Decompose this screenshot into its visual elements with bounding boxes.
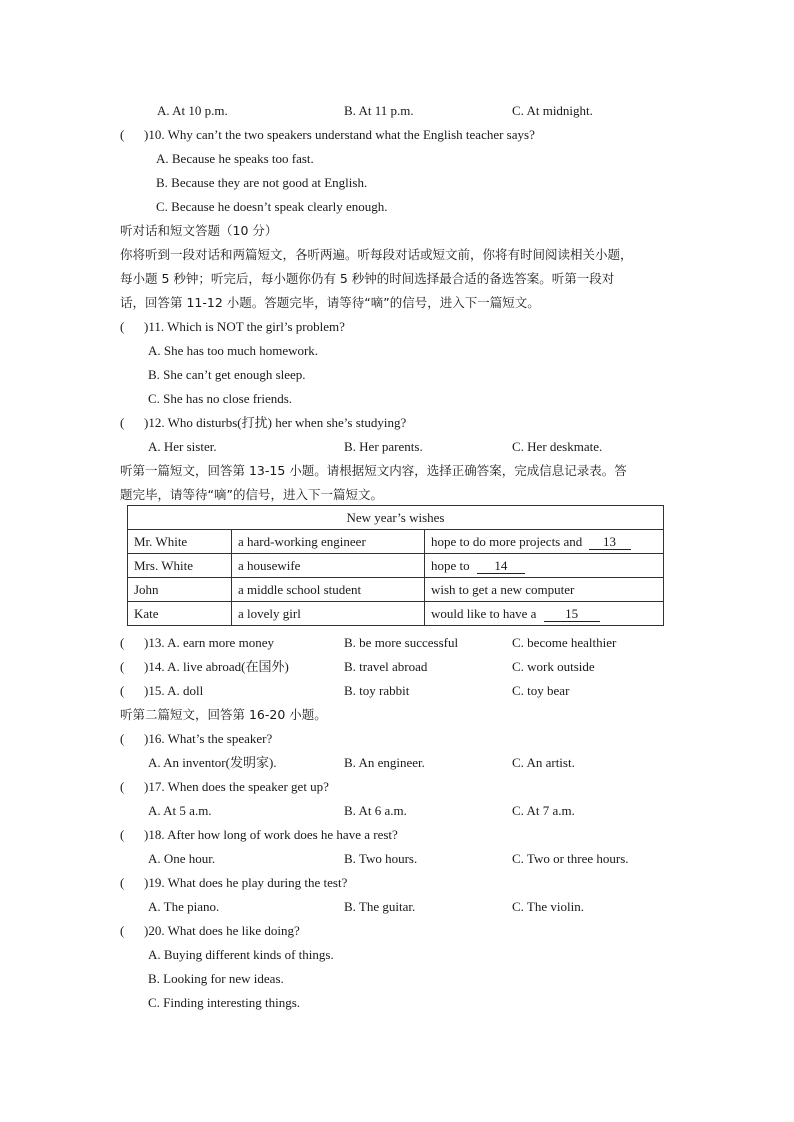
table-row <box>128 554 664 578</box>
q16-option-a: A. An inventor(发明家). <box>148 755 277 770</box>
q10-option-a: A. Because he speaks too fast. <box>156 151 314 166</box>
table-cell-wish <box>425 530 664 554</box>
q10-option-b: B. Because they are not good at English. <box>156 175 368 190</box>
q9-option-b: B. At 11 p.m. <box>344 103 414 118</box>
q16-option-c: C. An artist. <box>512 755 575 770</box>
q13-stem: )13. A. earn more money <box>144 635 274 650</box>
answer-blank-13[interactable]: 13 <box>589 535 631 550</box>
q11-paren: ( <box>120 319 125 334</box>
q17-option-b: B. At 6 a.m. <box>344 803 407 818</box>
q20-option-c: C. Finding interesting things. <box>148 995 301 1010</box>
q17-stem: )17. When does the speaker get up? <box>144 779 329 794</box>
q11-option-c: C. She has no close friends. <box>148 391 293 406</box>
table-row <box>128 578 664 602</box>
wish-text: would like to have a <box>431 605 537 621</box>
wishes-table <box>127 505 664 626</box>
passage2-instructions: 听第二篇短文，回答第 16-20 小题。 <box>120 707 327 722</box>
q9-option-c: C. At midnight. <box>512 103 593 118</box>
q15-option-b: B. toy rabbit <box>344 683 410 698</box>
table-row <box>128 602 664 626</box>
q11-option-b: B. She can’t get enough sleep. <box>148 367 306 382</box>
q10-option-c: C. Because he doesn’t speak clearly enough. <box>156 199 388 214</box>
q15-stem: )15. A. doll <box>144 683 204 698</box>
wish-text: hope to do more projects and <box>431 533 583 549</box>
q11-option-a: A. She has too much homework. <box>148 343 319 358</box>
passage1-instructions-line1: 听第一篇短文，回答第 13-15 小题。请根据短文内容，选择正确答案，完成信息记录表。答 <box>120 463 627 478</box>
section-title: 听对话和短文答题（10 分） <box>120 223 278 238</box>
table-title: New year’s wishes <box>128 506 664 530</box>
q12-stem: )12. Who disturbs(打扰) her when she’s studying? <box>144 415 407 430</box>
q20-paren: ( <box>120 923 125 938</box>
q10-paren: ( <box>120 127 125 142</box>
section-instructions-line3: 话，回答第 11-12 小题。答题完毕，请等待“嘀”的信号，进入下一篇短文。 <box>120 295 540 310</box>
table-cell-desc: a lovely girl <box>232 602 425 626</box>
q12-option-b: B. Her parents. <box>344 439 423 454</box>
section-instructions-line1: 你将听到一段对话和两篇短文，各听两遍。听每段对话或短文前，你将有时间阅读相关小题， <box>120 247 633 262</box>
q12-option-c: C. Her deskmate. <box>512 439 603 454</box>
table-cell-name: Mr. White <box>128 530 232 554</box>
q18-stem: )18. After how long of work does he have a rest? <box>144 827 398 842</box>
q14-stem: )14. A. live abroad(在国外) <box>144 659 289 674</box>
q16-stem: )16. What’s the speaker? <box>144 731 273 746</box>
table-cell-wish <box>425 554 664 578</box>
q9-option-a: A. At 10 p.m. <box>157 103 228 118</box>
table-title-row <box>128 506 664 530</box>
q10-stem: )10. Why can’t the two speakers understand what the English teacher says? <box>144 127 535 142</box>
table-row <box>128 530 664 554</box>
table-cell-name: Kate <box>128 602 232 626</box>
q20-option-b: B. Looking for new ideas. <box>148 971 284 986</box>
table-cell-wish: wish to get a new computer <box>425 578 664 602</box>
q15-paren: ( <box>120 683 125 698</box>
answer-blank-14[interactable]: 14 <box>477 559 525 574</box>
wish-text: hope to <box>431 557 470 573</box>
q20-stem: )20. What does he like doing? <box>144 923 300 938</box>
q18-option-c: C. Two or three hours. <box>512 851 629 866</box>
q15-option-c: C. toy bear <box>512 683 570 698</box>
q19-stem: )19. What does he play during the test? <box>144 875 348 890</box>
q19-paren: ( <box>120 875 125 890</box>
q20-option-a: A. Buying different kinds of things. <box>148 947 334 962</box>
q12-option-a: A. Her sister. <box>148 439 217 454</box>
q18-option-a: A. One hour. <box>148 851 216 866</box>
table-cell-name: Mrs. White <box>128 554 232 578</box>
answer-blank-15[interactable]: 15 <box>544 607 600 622</box>
table-cell-name: John <box>128 578 232 602</box>
q13-paren: ( <box>120 635 125 650</box>
q12-paren: ( <box>120 415 125 430</box>
q14-option-c: C. work outside <box>512 659 595 674</box>
section-instructions-line2: 每小题 5 秒钟；听完后，每小题你仍有 5 秒钟的时间选择最合适的备选答案。听第一段对 <box>120 271 615 286</box>
q18-option-b: B. Two hours. <box>344 851 418 866</box>
q14-option-b: B. travel abroad <box>344 659 428 674</box>
q17-option-a: A. At 5 a.m. <box>148 803 212 818</box>
table-cell-desc: a hard-working engineer <box>232 530 425 554</box>
q14-paren: ( <box>120 659 125 674</box>
table-cell-wish <box>425 602 664 626</box>
table-cell-desc: a middle school student <box>232 578 425 602</box>
q16-paren: ( <box>120 731 125 746</box>
q19-option-b: B. The guitar. <box>344 899 416 914</box>
q16-option-b: B. An engineer. <box>344 755 425 770</box>
q19-option-c: C. The violin. <box>512 899 584 914</box>
q17-option-c: C. At 7 a.m. <box>512 803 575 818</box>
q13-option-c: C. become healthier <box>512 635 617 650</box>
q13-option-b: B. be more successful <box>344 635 459 650</box>
q19-option-a: A. The piano. <box>148 899 220 914</box>
table-cell-desc: a housewife <box>232 554 425 578</box>
passage1-instructions-line2: 题完毕，请等待“嘀”的信号，进入下一篇短文。 <box>120 487 383 502</box>
q11-stem: )11. Which is NOT the girl’s problem? <box>144 319 345 334</box>
q17-paren: ( <box>120 779 125 794</box>
q18-paren: ( <box>120 827 125 842</box>
